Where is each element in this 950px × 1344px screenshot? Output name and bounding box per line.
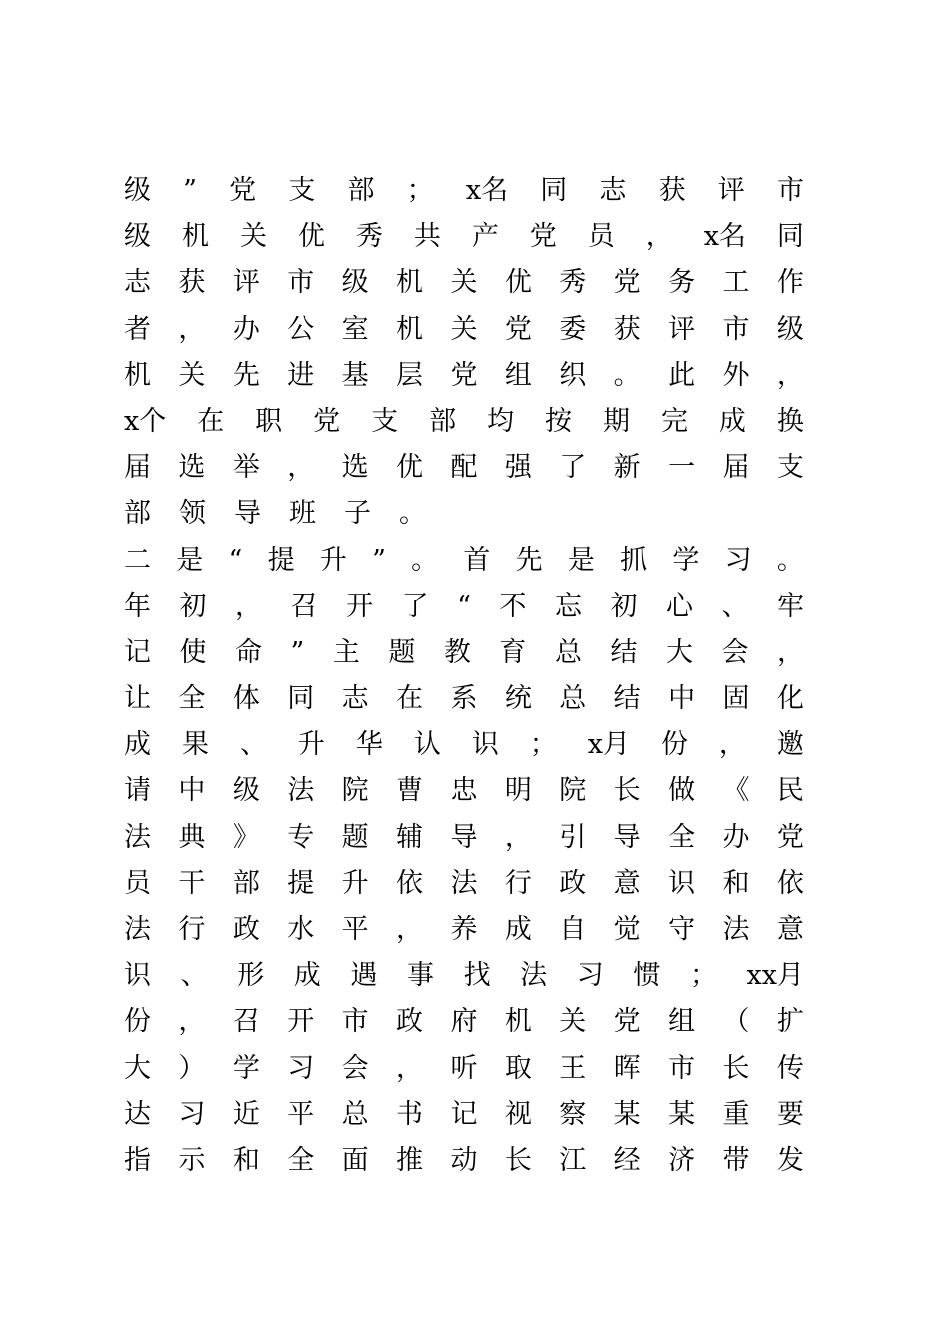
text-char: 王	[559, 1052, 587, 1084]
text-char: 进	[287, 359, 315, 391]
text-char: 初	[610, 590, 638, 622]
text-char: 评	[668, 313, 696, 345]
text-char: 获	[613, 313, 641, 345]
text-char: 依	[776, 867, 804, 899]
text-char: 办	[722, 821, 750, 853]
text-char: 获	[658, 175, 686, 206]
text-char: 市	[776, 175, 804, 206]
text-char: 记	[124, 636, 151, 668]
text-char: 秀	[355, 221, 383, 253]
text-char: 首	[463, 544, 491, 576]
text-line	[124, 214, 804, 260]
text-char: 院	[559, 775, 587, 807]
text-char: 总	[559, 683, 587, 715]
text-char: 外	[722, 359, 750, 391]
text-char: 识	[124, 960, 151, 992]
text-char: 配	[450, 452, 478, 484]
text-char: 升	[341, 867, 369, 899]
text-char: 开	[287, 1006, 315, 1038]
text-char: 务	[668, 267, 696, 299]
text-char: 引	[559, 821, 587, 853]
text-char: 某	[668, 1098, 696, 1130]
text-char: 扩	[776, 1006, 804, 1038]
text-char: 明	[504, 775, 532, 807]
text-char: 关	[559, 1006, 587, 1038]
text-char: 忘	[554, 590, 582, 622]
text-char: 先	[232, 359, 260, 391]
text-char: 导	[613, 821, 641, 853]
text-char: 传	[776, 1052, 804, 1084]
text-char: 结	[610, 636, 638, 668]
text-char: 部	[347, 175, 375, 206]
text-char: 评	[717, 175, 745, 206]
text-char: 党	[529, 221, 557, 253]
text-char: 长	[613, 775, 641, 807]
text-char: 大	[124, 1052, 151, 1084]
text-char: 统	[504, 683, 532, 715]
text-char: ，	[178, 1006, 206, 1038]
text-char: 关	[450, 267, 478, 299]
text-char: 》	[232, 821, 260, 853]
text-char: 牢	[777, 590, 804, 622]
text-char: 机	[124, 359, 151, 391]
text-char: 公	[287, 313, 315, 345]
text-char: 意	[613, 867, 641, 899]
text-char: 育	[499, 636, 527, 668]
text-line	[124, 999, 804, 1045]
text-char: 察	[559, 1098, 587, 1130]
text-char: 导	[450, 821, 478, 853]
text-char: 守	[668, 914, 696, 945]
text-char: ，	[777, 636, 804, 668]
text-char: 关	[178, 359, 206, 391]
text-char: 新	[613, 452, 641, 484]
text-char: 总	[554, 636, 582, 668]
text-char: 在	[396, 683, 424, 715]
text-char: 成	[504, 914, 532, 945]
text-char: ；	[406, 175, 434, 206]
text-char: 《	[722, 775, 750, 807]
text-char: 举	[232, 452, 260, 484]
text-char: 升	[319, 544, 347, 576]
text-char: 支	[288, 175, 316, 206]
text-line	[124, 722, 804, 768]
text-char: 、	[180, 960, 208, 992]
text-char: ，	[718, 729, 746, 761]
text-char: 升	[297, 729, 325, 761]
text-line	[124, 307, 804, 353]
text-char: 平	[341, 914, 369, 945]
text-char: 工	[722, 267, 750, 299]
text-char: 领	[179, 498, 206, 530]
text-char: 党	[313, 405, 341, 437]
text-char: 依	[396, 867, 424, 899]
text-char: 部	[429, 405, 457, 437]
text-char: 法	[450, 867, 478, 899]
text-char: 成	[124, 729, 151, 761]
text-char: 志	[341, 683, 369, 715]
text-char: 市	[341, 1006, 369, 1038]
text-char: 法	[287, 775, 315, 807]
text-char: 中	[178, 775, 206, 807]
text-char: ，	[504, 821, 532, 853]
text-char: 会	[341, 1052, 369, 1084]
text-char: 事	[406, 960, 434, 992]
text-char: 强	[504, 452, 532, 484]
text-char: 典	[178, 821, 206, 853]
text-char: 党	[613, 267, 641, 299]
text-char: 请	[124, 775, 151, 807]
text-char: 委	[559, 313, 587, 345]
text-char: 听	[450, 1052, 478, 1084]
text-char: 按	[545, 405, 573, 437]
text-char: 主	[332, 636, 360, 668]
text-char: 志	[599, 175, 627, 206]
text-char: x月	[587, 729, 630, 761]
text-char: 长	[504, 1144, 532, 1176]
text-line	[124, 584, 804, 630]
text-char: 法	[520, 960, 548, 992]
text-char: 习	[576, 960, 604, 992]
text-char: 遇	[350, 960, 378, 992]
text-char: 法	[722, 914, 750, 945]
text-char: 结	[613, 683, 641, 715]
text-char: 心	[665, 590, 693, 622]
text-char: 系	[450, 683, 478, 715]
text-char: 职	[255, 405, 283, 437]
text-char: x个	[124, 405, 167, 437]
text-line	[124, 861, 804, 907]
text-char: 、	[721, 590, 749, 622]
text-char: 市	[668, 1052, 696, 1084]
text-char: 员	[587, 221, 615, 253]
text-line	[124, 491, 804, 537]
text-char: 党	[776, 821, 804, 853]
text-char: 达	[124, 1098, 151, 1130]
text-char: 先	[515, 544, 543, 576]
text-char: ，	[396, 1052, 424, 1084]
text-char: 子	[344, 498, 371, 530]
text-char: ；	[529, 729, 557, 761]
text-char: 自	[559, 914, 587, 945]
text-char: 支	[776, 452, 804, 484]
text-char: 院	[341, 775, 369, 807]
text-char: 党	[229, 175, 257, 206]
text-char: ，	[287, 452, 315, 484]
text-char: xx月	[746, 960, 804, 992]
text-char: 使	[179, 636, 207, 668]
text-char: 是	[567, 544, 595, 576]
body-text	[124, 168, 804, 1184]
text-char: 开	[346, 590, 374, 622]
text-char: 果	[181, 729, 209, 761]
text-char: 题	[341, 821, 369, 853]
text-line	[124, 630, 804, 676]
text-char: 提	[287, 867, 315, 899]
text-char: 法	[124, 914, 151, 945]
text-char: 层	[396, 359, 424, 391]
text-char: 水	[287, 914, 315, 945]
text-char: 发	[776, 1144, 804, 1176]
text-char: 干	[178, 867, 206, 899]
text-char: 份	[660, 729, 688, 761]
text-char: 支	[371, 405, 399, 437]
text-char: 全	[178, 683, 206, 715]
text-line	[124, 260, 804, 306]
text-char: 取	[504, 1052, 532, 1084]
text-char: 晖	[613, 1052, 641, 1084]
text-char: 机	[396, 313, 424, 345]
text-char: 命	[235, 636, 263, 668]
text-char: 关	[239, 221, 267, 253]
text-char: 了	[401, 590, 429, 622]
text-char: 同	[287, 683, 315, 715]
text-line	[124, 168, 804, 214]
text-char: 固	[722, 683, 750, 715]
text-char: 忠	[450, 775, 478, 807]
text-char: 室	[341, 313, 369, 345]
text-char: 党	[450, 359, 478, 391]
text-char: 意	[776, 914, 804, 945]
text-char: 成	[293, 960, 321, 992]
text-char: 。	[399, 498, 426, 530]
text-char: 级	[124, 221, 151, 253]
text-char: 者	[124, 313, 151, 345]
text-char: 行	[504, 867, 532, 899]
text-char: 习	[178, 1098, 206, 1130]
text-char: 动	[450, 1144, 478, 1176]
text-char: 此	[668, 359, 696, 391]
text-char: 评	[232, 267, 260, 299]
text-char: 化	[776, 683, 804, 715]
text-char: 带	[722, 1144, 750, 1176]
text-char: ”	[372, 544, 386, 576]
text-char: 部	[232, 867, 260, 899]
text-char: 。	[411, 544, 439, 576]
text-char: 作	[776, 267, 804, 299]
text-char: 机	[181, 221, 209, 253]
text-char: 秀	[559, 267, 587, 299]
text-line	[124, 907, 804, 953]
text-char: 在	[197, 405, 225, 437]
text-line	[124, 676, 804, 722]
text-char: 法	[124, 821, 151, 853]
text-line	[124, 953, 804, 999]
text-char: 共	[413, 221, 441, 253]
text-char: 是	[176, 544, 204, 576]
text-char: 志	[124, 267, 151, 299]
text-char: 一	[668, 452, 696, 484]
text-char: 惯	[633, 960, 661, 992]
text-char: 习	[287, 1052, 315, 1084]
text-char: 市	[722, 313, 750, 345]
text-char: 优	[297, 221, 325, 253]
text-char: 届	[124, 452, 151, 484]
text-char: 完	[660, 405, 688, 437]
text-char: “	[457, 590, 471, 622]
text-char: x名	[465, 175, 509, 206]
text-char: 大	[665, 636, 693, 668]
text-char: ”	[183, 175, 197, 206]
text-char: 选	[341, 452, 369, 484]
text-char: 织	[559, 359, 587, 391]
text-char: 长	[722, 1052, 750, 1084]
text-char: 政	[396, 1006, 424, 1038]
text-char: 召	[290, 590, 318, 622]
text-char: 面	[341, 1144, 369, 1176]
text-char: 初	[179, 590, 207, 622]
text-char: （	[722, 1006, 750, 1038]
text-char: 党	[613, 1006, 641, 1038]
text-char: 同	[776, 221, 804, 253]
text-char: 年	[124, 590, 151, 622]
text-char: 民	[776, 775, 804, 807]
text-char: ，	[776, 359, 804, 391]
text-line	[124, 1092, 804, 1138]
text-char: ，	[178, 313, 206, 345]
text-line	[124, 538, 804, 584]
text-char: 级	[341, 267, 369, 299]
text-char: 员	[124, 867, 151, 899]
text-char: 抓	[620, 544, 648, 576]
text-char: 要	[776, 1098, 804, 1130]
text-char: 觉	[613, 914, 641, 945]
text-char: “	[228, 544, 243, 576]
text-char: 江	[559, 1144, 587, 1176]
text-char: 中	[668, 683, 696, 715]
text-char: ”	[290, 636, 305, 668]
text-char: 提	[267, 544, 295, 576]
text-char: ，	[235, 590, 263, 622]
text-char: 政	[232, 914, 260, 945]
text-char: 平	[287, 1098, 315, 1130]
text-char: 党	[504, 313, 532, 345]
text-line	[124, 399, 804, 445]
text-char: 级	[776, 313, 804, 345]
text-char: 关	[450, 313, 478, 345]
text-line	[124, 1138, 804, 1184]
text-char: 导	[234, 498, 261, 530]
text-char: 组	[668, 1006, 696, 1038]
text-char: 。	[613, 359, 641, 391]
text-char: 份	[124, 1006, 151, 1038]
text-char: 级	[232, 775, 260, 807]
text-char: 获	[178, 267, 206, 299]
text-char: 指	[124, 1144, 151, 1176]
text-char: 机	[396, 267, 424, 299]
text-char: 体	[232, 683, 260, 715]
text-char: 示	[178, 1144, 206, 1176]
text-char: 题	[388, 636, 416, 668]
text-char: 全	[668, 821, 696, 853]
text-char: 习	[724, 544, 752, 576]
text-char: 济	[668, 1144, 696, 1176]
text-char: ，	[645, 221, 673, 253]
text-char: 识	[471, 729, 499, 761]
text-line	[124, 353, 804, 399]
text-char: 机	[504, 1006, 532, 1038]
text-char: 辅	[396, 821, 424, 853]
text-char: 政	[559, 867, 587, 899]
text-char: 推	[396, 1144, 424, 1176]
text-line	[124, 768, 804, 814]
text-char: 全	[287, 1144, 315, 1176]
text-char: 基	[341, 359, 369, 391]
text-char: x名	[703, 221, 746, 253]
text-char: 找	[463, 960, 491, 992]
text-char: 优	[396, 452, 424, 484]
text-char: 书	[396, 1098, 424, 1130]
text-char: 换	[776, 405, 804, 437]
text-char: 行	[178, 914, 206, 945]
text-line	[124, 1046, 804, 1092]
text-char: 产	[471, 221, 499, 253]
text-char: 某	[613, 1098, 641, 1130]
text-char: 同	[540, 175, 568, 206]
text-char: 经	[613, 1144, 641, 1176]
text-char: 形	[237, 960, 265, 992]
text-char: 召	[232, 1006, 260, 1038]
text-char: 办	[232, 313, 260, 345]
text-char: 邀	[776, 729, 804, 761]
text-char: 均	[487, 405, 515, 437]
text-char: 曹	[396, 775, 424, 807]
text-char: 让	[124, 683, 151, 715]
text-char: 教	[443, 636, 471, 668]
text-char: 做	[668, 775, 696, 807]
text-char: 了	[559, 452, 587, 484]
text-char: ；	[689, 960, 717, 992]
text-char: 级	[124, 175, 151, 206]
text-char: 二	[124, 544, 151, 576]
text-char: 记	[450, 1098, 478, 1130]
text-char: 市	[287, 267, 315, 299]
text-char: ，	[396, 914, 424, 945]
text-char: 识	[668, 867, 696, 899]
text-char: 专	[287, 821, 315, 853]
text-char: 届	[722, 452, 750, 484]
text-char: 认	[413, 729, 441, 761]
text-line	[124, 815, 804, 861]
text-char: 会	[721, 636, 749, 668]
text-char: 优	[504, 267, 532, 299]
text-char: 近	[232, 1098, 260, 1130]
text-char: 。	[776, 544, 804, 576]
text-char: 组	[504, 359, 532, 391]
text-char: 和	[232, 1144, 260, 1176]
text-char: 部	[124, 498, 151, 530]
text-char: 期	[602, 405, 630, 437]
text-char: 班	[289, 498, 316, 530]
text-char: 、	[239, 729, 267, 761]
text-char: 学	[672, 544, 700, 576]
text-char: 府	[450, 1006, 478, 1038]
text-char: 选	[178, 452, 206, 484]
text-char: 重	[722, 1098, 750, 1130]
text-line	[124, 445, 804, 491]
text-char: 和	[722, 867, 750, 899]
text-char: 华	[355, 729, 383, 761]
text-char: 总	[341, 1098, 369, 1130]
text-char: 养	[450, 914, 478, 945]
text-char: 视	[504, 1098, 532, 1130]
text-char: ）	[178, 1052, 206, 1084]
text-char: 学	[232, 1052, 260, 1084]
text-char: 不	[499, 590, 527, 622]
text-char: 成	[718, 405, 746, 437]
